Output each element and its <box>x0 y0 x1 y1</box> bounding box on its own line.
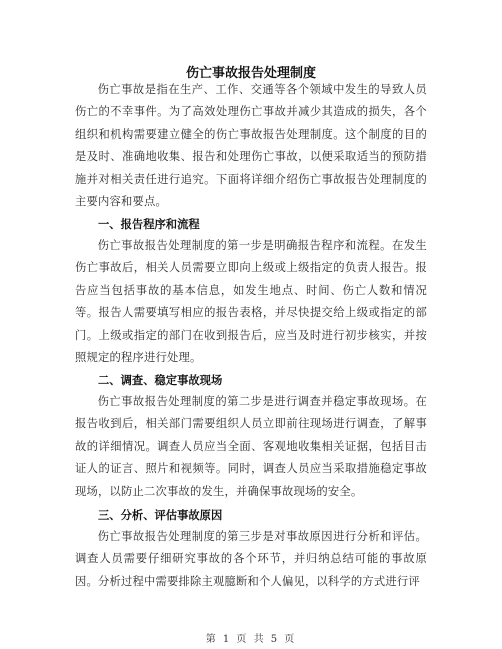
section-heading-2: 二、调查、稳定事故现场 <box>98 374 223 387</box>
document-title: 伤亡事故报告处理制度 <box>185 66 316 81</box>
section-body-3: 伤亡事故报告处理制度的第三步是对事故原因进行分析和评估。调查人员需要仔细研究事故的各个环节，并归纳总结可能的事故原因。分析过程中需要排除主观臆断和个人偏见，以科学的方式进行评 <box>75 530 427 588</box>
section-heading-1: 一、报告程序和流程 <box>98 218 200 231</box>
intro-paragraph: 伤亡事故是指在生产、工作、交通等各个领域中发生的导致人员伤亡的不幸事件。为了高效处理伤亡事故并减少其造成的损失，各个组织和机构需要建立健全的伤亡事故报告处理制度。这个制度的目的是及时、准确地收集、报告和处理伤亡事故，以便采取适当的预防措施并对相关责任进行追究。下面将详细介绍伤亡事故报告处理制度的主要内容和要点。 <box>75 83 427 209</box>
page-footer: 第 1 页 共 5 页 <box>205 634 297 645</box>
section-body-1: 伤亡事故报告处理制度的第一步是明确报告程序和流程。在发生伤亡事故后，相关人员需要立即向上级或上级指定的负责人报告。报告应当包括事故的基本信息，如发生地点、时间、伤亡人数和情况等。报告人需要填写相应的报告表格，并尽快提交给上级或指定的部门。上级或指定的部门在收到报告后，应当及时进行初步核实，并按照规定的程序进行处理。 <box>75 239 427 365</box>
section-body-2: 伤亡事故报告处理制度的第二步是进行调查并稳定事故现场。在报告收到后，相关部门需要组织人员立即前往现场进行调查，了解事故的详细情况。调查人员应当全面、客观地收集相关证据，包括目击证人的证言、照片和视频等。同时，调查人员应当采取措施稳定事故现场，以防止二次事故的发生，并确保事故现场的安全。 <box>75 395 427 498</box>
section-heading-3: 三、分析、评估事故原因 <box>98 509 223 522</box>
